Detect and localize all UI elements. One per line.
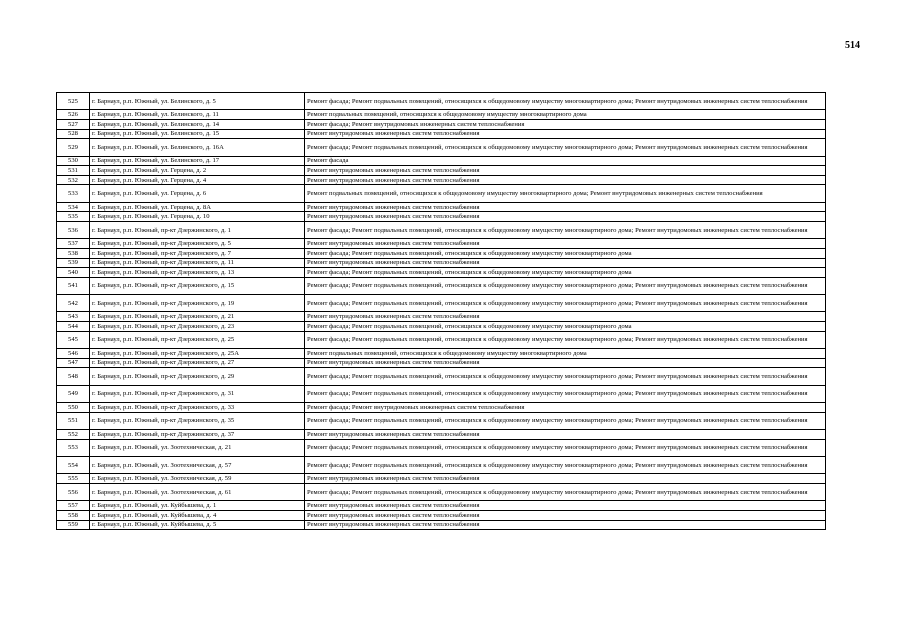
row-address: г. Барнаул, р.п. Южный, пр-кт Дзержинского, д. 21 [90, 312, 305, 322]
row-works: Ремонт внутридомовых инженерных систем теплоснабжения [305, 474, 826, 484]
row-works: Ремонт фасада; Ремонт подвальных помещений, относящихся к общедомовому имуществу многоквартирного дома [305, 248, 826, 258]
row-works: Ремонт фасада; Ремонт подвальных помещений, относящихся к общедомовому имуществу многоквартирного дома; Ремонт внутридомовых инженерных систем теплоснабжения [305, 412, 826, 429]
row-address: г. Барнаул, р.п. Южный, ул. Белинского, д. 11 [90, 110, 305, 120]
row-number: 551 [57, 412, 90, 429]
table-row [57, 439, 826, 456]
table-row [57, 412, 826, 429]
row-works: Ремонт подвальных помещений, относящихся к общедомовому имуществу многоквартирного дома [305, 110, 826, 120]
row-number: 534 [57, 202, 90, 212]
row-number: 541 [57, 277, 90, 294]
row-works: Ремонт внутридомовых инженерных систем теплоснабжения [305, 520, 826, 530]
row-works: Ремонт фасада; Ремонт подвальных помещений, относящихся к общедомовому имуществу многоквартирного дома [305, 268, 826, 278]
row-number: 554 [57, 456, 90, 473]
table-row [57, 93, 826, 110]
row-number: 539 [57, 258, 90, 268]
row-works: Ремонт фасада; Ремонт подвальных помещений, относящихся к общедомовому имуществу многоквартирного дома; Ремонт внутридомовых инженерных систем теплоснабжения [305, 439, 826, 456]
row-address: г. Барнаул, р.п. Южный, ул. Герцена, д. 4 [90, 175, 305, 185]
table-row [57, 156, 826, 166]
row-works: Ремонт фасада; Ремонт внутридомовых инженерных систем теплоснабжения [305, 403, 826, 413]
row-address: г. Барнаул, р.п. Южный, ул. Белинского, д. 16А [90, 139, 305, 156]
row-works: Ремонт внутридомовых инженерных систем теплоснабжения [305, 510, 826, 520]
table-row [57, 268, 826, 278]
row-address: г. Барнаул, р.п. Южный, ул. Герцена, д. 8А [90, 202, 305, 212]
row-number: 545 [57, 331, 90, 348]
row-address: г. Барнаул, р.п. Южный, ул. Белинского, д. 5 [90, 93, 305, 110]
row-works: Ремонт внутридомовых инженерных систем теплоснабжения [305, 358, 826, 368]
row-number: 533 [57, 185, 90, 202]
row-works: Ремонт фасада; Ремонт подвальных помещений, относящихся к общедомовому имуществу многоквартирного дома [305, 322, 826, 332]
row-works: Ремонт подвальных помещений, относящихся к общедомовому имуществу многоквартирного дома [305, 349, 826, 359]
row-number: 537 [57, 239, 90, 249]
row-works: Ремонт внутридомовых инженерных систем теплоснабжения [305, 239, 826, 249]
table-row [57, 322, 826, 332]
row-address: г. Барнаул, р.п. Южный, пр-кт Дзержинского, д. 1 [90, 221, 305, 238]
row-works: Ремонт внутридомовых инженерных систем теплоснабжения [305, 129, 826, 139]
table-row [57, 483, 826, 500]
table-row [57, 258, 826, 268]
row-works: Ремонт фасада; Ремонт подвальных помещений, относящихся к общедомовому имуществу многоквартирного дома; Ремонт внутридомовых инженерных систем теплоснабжения [305, 456, 826, 473]
row-address: г. Барнаул, р.п. Южный, пр-кт Дзержинского, д. 11 [90, 258, 305, 268]
row-number: 547 [57, 358, 90, 368]
row-works: Ремонт фасада; Ремонт подвальных помещений, относящихся к общедомовому имуществу многоквартирного дома; Ремонт внутридомовых инженерных систем теплоснабжения [305, 483, 826, 500]
row-works: Ремонт фасада; Ремонт подвальных помещений, относящихся к общедомовому имуществу многоквартирного дома; Ремонт внутридомовых инженерных систем теплоснабжения [305, 93, 826, 110]
row-number: 531 [57, 166, 90, 176]
row-number: 550 [57, 403, 90, 413]
row-number: 528 [57, 129, 90, 139]
row-address: г. Барнаул, р.п. Южный, ул. Герцена, д. 6 [90, 185, 305, 202]
table-row [57, 277, 826, 294]
row-address: г. Барнаул, р.п. Южный, пр-кт Дзержинского, д. 5 [90, 239, 305, 249]
row-works: Ремонт фасада; Ремонт подвальных помещений, относящихся к общедомовому имуществу многоквартирного дома; Ремонт внутридомовых инженерных систем теплоснабжения [305, 368, 826, 385]
table-row [57, 358, 826, 368]
row-works: Ремонт фасада; Ремонт подвальных помещений, относящихся к общедомовому имуществу многоквартирного дома; Ремонт внутридомовых инженерных систем теплоснабжения [305, 295, 826, 312]
row-works: Ремонт фасада; Ремонт подвальных помещений, относящихся к общедомовому имуществу многоквартирного дома; Ремонт внутридомовых инженерных систем теплоснабжения [305, 221, 826, 238]
row-address: г. Барнаул, р.п. Южный, ул. Куйбышева, д. 4 [90, 510, 305, 520]
row-number: 527 [57, 119, 90, 129]
row-number: 525 [57, 93, 90, 110]
row-address: г. Барнаул, р.п. Южный, пр-кт Дзержинского, д. 19 [90, 295, 305, 312]
row-number: 530 [57, 156, 90, 166]
table-row [57, 456, 826, 473]
table-row [57, 166, 826, 176]
row-works: Ремонт фасада [305, 156, 826, 166]
row-address: г. Барнаул, р.п. Южный, пр-кт Дзержинского, д. 33 [90, 403, 305, 413]
table-row [57, 202, 826, 212]
row-address: г. Барнаул, р.п. Южный, пр-кт Дзержинского, д. 25А [90, 349, 305, 359]
row-number: 532 [57, 175, 90, 185]
row-number: 540 [57, 268, 90, 278]
table-row [57, 520, 826, 530]
table-row [57, 385, 826, 402]
row-number: 544 [57, 322, 90, 332]
row-number: 535 [57, 212, 90, 222]
table-body [57, 93, 826, 530]
row-number: 549 [57, 385, 90, 402]
row-number: 557 [57, 501, 90, 511]
row-number: 558 [57, 510, 90, 520]
table-row [57, 185, 826, 202]
row-works: Ремонт внутридомовых инженерных систем теплоснабжения [305, 430, 826, 440]
row-number: 548 [57, 368, 90, 385]
row-address: г. Барнаул, р.п. Южный, пр-кт Дзержинского, д. 37 [90, 430, 305, 440]
table-row [57, 474, 826, 484]
row-address: г. Барнаул, р.п. Южный, ул. Куйбышева, д. 1 [90, 501, 305, 511]
row-number: 529 [57, 139, 90, 156]
table-row [57, 295, 826, 312]
row-works: Ремонт внутридомовых инженерных систем теплоснабжения [305, 312, 826, 322]
row-address: г. Барнаул, р.п. Южный, пр-кт Дзержинского, д. 23 [90, 322, 305, 332]
table-row [57, 139, 826, 156]
row-address: г. Барнаул, р.п. Южный, пр-кт Дзержинского, д. 15 [90, 277, 305, 294]
row-address: г. Барнаул, р.п. Южный, пр-кт Дзержинского, д. 7 [90, 248, 305, 258]
table-row [57, 349, 826, 359]
row-number: 542 [57, 295, 90, 312]
page-number: 514 [845, 40, 860, 51]
row-address: г. Барнаул, р.п. Южный, ул. Герцена, д. 2 [90, 166, 305, 176]
row-address: г. Барнаул, р.п. Южный, ул. Зоотехническая, д. 59 [90, 474, 305, 484]
row-works: Ремонт внутридомовых инженерных систем теплоснабжения [305, 501, 826, 511]
table-row [57, 175, 826, 185]
table-row [57, 331, 826, 348]
row-address: г. Барнаул, р.п. Южный, пр-кт Дзержинского, д. 29 [90, 368, 305, 385]
table-row [57, 221, 826, 238]
table-row [57, 129, 826, 139]
row-address: г. Барнаул, р.п. Южный, ул. Белинского, д. 17 [90, 156, 305, 166]
row-address: г. Барнаул, р.п. Южный, ул. Зоотехническая, д. 61 [90, 483, 305, 500]
row-number: 555 [57, 474, 90, 484]
table-row [57, 403, 826, 413]
table-row [57, 368, 826, 385]
row-address: г. Барнаул, р.п. Южный, пр-кт Дзержинского, д. 31 [90, 385, 305, 402]
table-row [57, 212, 826, 222]
row-works: Ремонт фасада; Ремонт внутридомовых инженерных систем теплоснабжения [305, 119, 826, 129]
row-number: 538 [57, 248, 90, 258]
row-works: Ремонт внутридомовых инженерных систем теплоснабжения [305, 166, 826, 176]
table-row [57, 430, 826, 440]
row-works: Ремонт внутридомовых инженерных систем теплоснабжения [305, 212, 826, 222]
table-row [57, 510, 826, 520]
row-works: Ремонт фасада; Ремонт подвальных помещений, относящихся к общедомовому имуществу многоквартирного дома; Ремонт внутридомовых инженерных систем теплоснабжения [305, 331, 826, 348]
row-number: 556 [57, 483, 90, 500]
row-number: 543 [57, 312, 90, 322]
row-works: Ремонт фасада; Ремонт подвальных помещений, относящихся к общедомовому имуществу многоквартирного дома; Ремонт внутридомовых инженерных систем теплоснабжения [305, 139, 826, 156]
row-works: Ремонт подвальных помещений, относящихся к общедомовому имуществу многоквартирного дома; Ремонт внутридомовых инженерных систем теплоснабжения [305, 185, 826, 202]
row-works: Ремонт внутридомовых инженерных систем теплоснабжения [305, 175, 826, 185]
row-number: 552 [57, 430, 90, 440]
row-works: Ремонт внутридомовых инженерных систем теплоснабжения [305, 202, 826, 212]
table-row [57, 312, 826, 322]
row-address: г. Барнаул, р.п. Южный, пр-кт Дзержинского, д. 13 [90, 268, 305, 278]
table-row [57, 119, 826, 129]
row-address: г. Барнаул, р.п. Южный, пр-кт Дзержинского, д. 27 [90, 358, 305, 368]
row-works: Ремонт фасада; Ремонт подвальных помещений, относящихся к общедомовому имуществу многоквартирного дома; Ремонт внутридомовых инженерных систем теплоснабжения [305, 385, 826, 402]
row-number: 536 [57, 221, 90, 238]
row-address: г. Барнаул, р.п. Южный, пр-кт Дзержинского, д. 25 [90, 331, 305, 348]
row-works: Ремонт фасада; Ремонт подвальных помещений, относящихся к общедомовому имуществу многоквартирного дома; Ремонт внутридомовых инженерных систем теплоснабжения [305, 277, 826, 294]
row-address: г. Барнаул, р.п. Южный, ул. Белинского, д. 15 [90, 129, 305, 139]
row-address: г. Барнаул, р.п. Южный, пр-кт Дзержинского, д. 35 [90, 412, 305, 429]
row-works: Ремонт внутридомовых инженерных систем теплоснабжения [305, 258, 826, 268]
repair-works-table [56, 92, 826, 530]
row-address: г. Барнаул, р.п. Южный, ул. Куйбышева, д. 5 [90, 520, 305, 530]
table-row [57, 501, 826, 511]
table-row [57, 239, 826, 249]
table-row [57, 248, 826, 258]
row-number: 559 [57, 520, 90, 530]
table-row [57, 110, 826, 120]
row-number: 546 [57, 349, 90, 359]
row-number: 526 [57, 110, 90, 120]
row-address: г. Барнаул, р.п. Южный, ул. Белинского, д. 14 [90, 119, 305, 129]
row-number: 553 [57, 439, 90, 456]
row-address: г. Барнаул, р.п. Южный, ул. Зоотехническая, д. 21 [90, 439, 305, 456]
row-address: г. Барнаул, р.п. Южный, ул. Зоотехническая, д. 57 [90, 456, 305, 473]
row-address: г. Барнаул, р.п. Южный, ул. Герцена, д. 10 [90, 212, 305, 222]
